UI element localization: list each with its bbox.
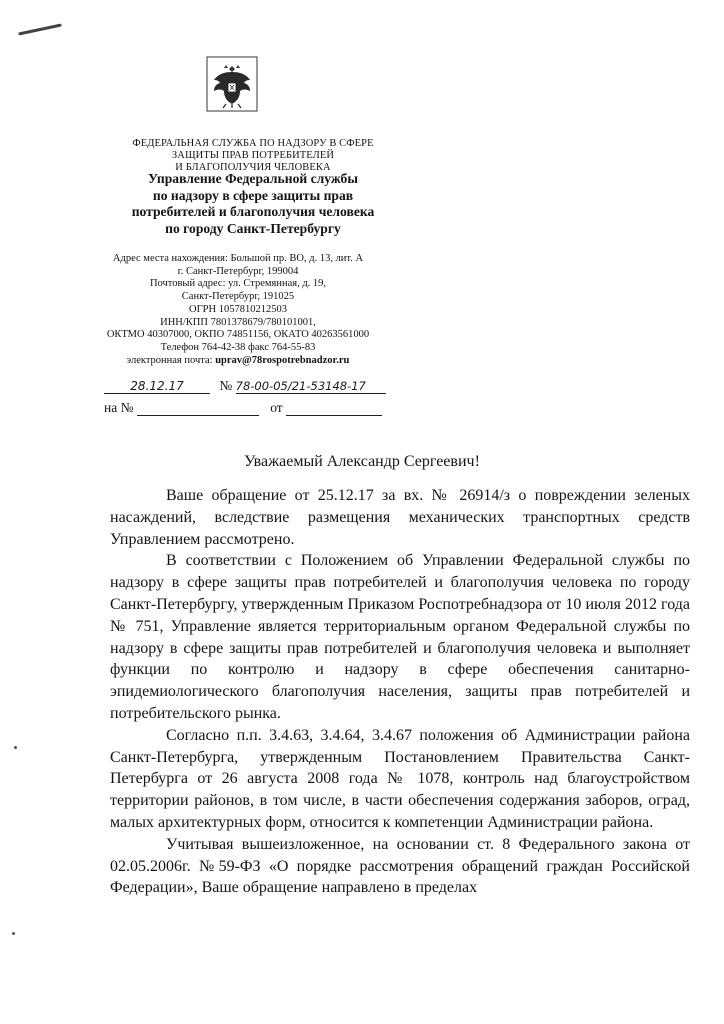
reference-line [104,400,382,416]
reference-from-label: от [270,400,283,415]
reference-label: на № [104,400,134,415]
number-sign: № [219,378,233,393]
pen-stroke-mark [18,23,62,35]
org-line: ФЕДЕРАЛЬНАЯ СЛУЖБА ПО НАДЗОРУ В СФЕРЕ [132,138,374,149]
outgoing-number: 78-00-05/21-53148-17 [236,379,386,394]
contact-line: Санкт-Петербург, 191025 [181,291,295,303]
department-name [88,171,418,237]
dept-line: по надзору в сфере защиты прав [152,187,354,203]
contact-line: ИНН/КПП 7801378679/780101001, [160,316,316,328]
coat-of-arms-emblem [206,56,258,112]
body-paragraph: В соответствии с Положением об Управлении Федеральной службы по надзору в сфере защиты прав потребителей и благополучия человека по городу Санкт-Петербургу, утвержденным Приказом Роспотребнадзора от 10 июля 2012 года № 751, Управление является территориальным органом Федеральной службы по надзору в сфере защиты прав потребителей и благополучия человека и выполняет функции по контролю и надзору в сфере обеспечения санитарно-эпидемиологического благополучия населения, защиты прав потребителей и потребительского рынка. [110,552,690,722]
body-paragraph: Учитывая вышеизложенное, на основании ст. 8 Федерального закона от 02.05.2006г. №59-ФЗ «О порядке рассмотрения обращений граждан Российской Федерации», Ваше обращение направлено в пределах [110,835,690,897]
reference-date-blank [286,401,382,416]
scan-speck [12,932,15,935]
federal-service-name [88,138,418,173]
salutation: Уважаемый Александр Сергеевич! [244,453,480,470]
scan-speck [14,746,17,749]
contact-line: Адрес места нахождения: Большой пр. ВО, д. 13, лит. А [112,253,364,264]
contact-details [88,253,388,367]
reference-number-blank [137,401,259,416]
body-paragraph: Согласно п.п. 3.4.63, 3.4.64, 3.4.67 положения об Администрации района Санкт-Петербурга, утвержденным Постановлением Правительства Санкт-Петербурга от 26 августа 2008 года № 1078, контроль над благоустройством территории районов, в том числе, в части обеспечения содержания заборов, оград, малых архитектурных форм, относится к компетенции Администрации района. [110,726,690,831]
contact-line: Телефон 764-42-38 факс 764-55-83 [160,341,316,353]
dept-line: потребителей и благополучия человека [131,204,375,220]
dept-line: по городу Санкт-Петербургу [165,220,341,236]
contact-line: г. Санкт-Петербург, 199004 [177,265,299,277]
contact-line: Почтовый адрес: ул. Стремянная, д. 19, [149,278,327,290]
contact-line: ОГРН 1057810212503 [189,303,287,315]
body-paragraph: Ваше обращение от 25.12.17 за вх. № 26914/з о повреждении зеленых насаждений, вследствие размещения механических транспортных средств Управлением рассмотрено. [110,487,690,548]
org-line: ЗАЩИТЫ ПРАВ ПОТРЕБИТЕЛЕЙ [171,149,335,161]
letter-body [110,485,690,899]
email-label: электронная почта: [126,354,216,366]
email-line [88,355,388,368]
dept-line: Управление Федеральной службы [148,171,358,186]
org-line: И БЛАГОПОЛУЧИЯ ЧЕЛОВЕКА [175,161,331,173]
email-address: uprav@78rospotrebnadzor.ru [215,354,350,366]
contact-line: ОКТМО 40307000, ОКПО 74851156, ОКАТО 40263561000 [106,329,370,341]
outgoing-date: 28.12.17 [104,379,210,394]
registration-line [104,378,386,394]
